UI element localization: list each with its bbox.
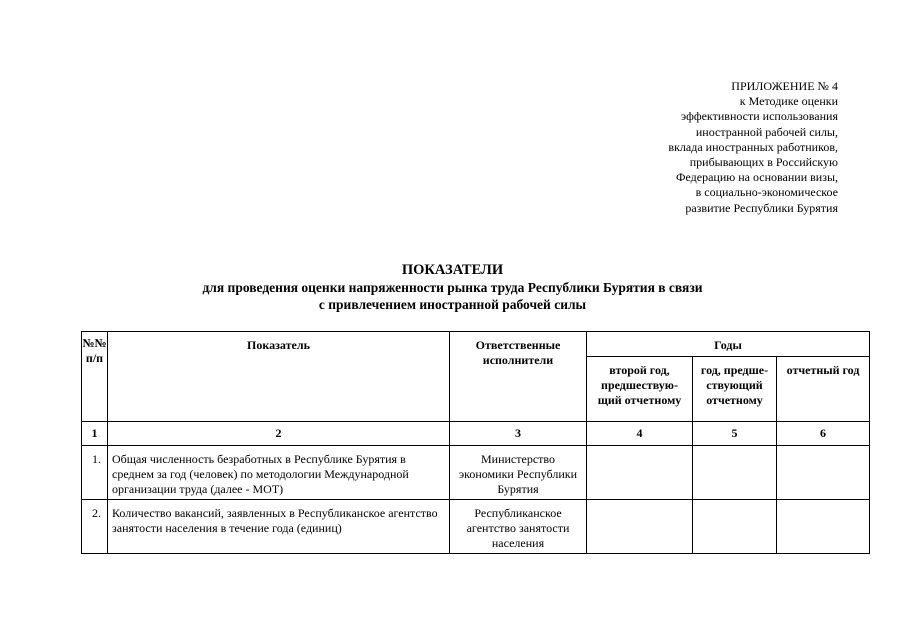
row-value-year-1: [587, 446, 693, 500]
appendix-line: к Методике оценки: [739, 94, 838, 109]
row-value-year-3: [777, 446, 870, 500]
appendix-line: развитие Республики Бурятия: [685, 200, 838, 215]
row-responsible: Министерство экономики Республики Бурятия: [450, 446, 587, 500]
row-indicator: Общая численность безработных в Республике Бурятия в среднем за год (человек) по методологии Международной организации труда (далее - МОТ): [108, 446, 450, 500]
column-number: 2: [108, 422, 450, 446]
column-number: 3: [450, 422, 587, 446]
appendix-line: эффективности использования: [681, 109, 838, 124]
row-number: 2.: [82, 500, 108, 554]
row-value-year-3: [777, 500, 870, 554]
table-row: [82, 446, 870, 500]
column-number: 1: [82, 422, 108, 446]
row-number: 1.: [82, 446, 108, 500]
row-value-year-2: [693, 500, 777, 554]
table-header-row: [82, 332, 870, 357]
table-numbering-row: [82, 422, 870, 446]
table-row: [82, 500, 870, 554]
header-num: №№ п/п: [82, 332, 108, 422]
header-year-2: год, предше-ствующий отчетному: [693, 357, 777, 422]
header-indicator: Показатель: [108, 332, 450, 422]
column-number: 4: [587, 422, 693, 446]
title-main: ПОКАЗАТЕЛИ: [401, 262, 504, 278]
appendix-note: [578, 79, 838, 216]
title-line-1: для проведения оценки напряженности рынка труда Республики Бурятия в связи: [202, 280, 703, 295]
appendix-line: ПРИЛОЖЕНИЕ № 4: [731, 79, 838, 93]
header-year-3: отчетный год: [777, 357, 870, 422]
appendix-line: в социально-экономическое: [695, 185, 838, 200]
row-indicator: Количество вакансий, заявленных в Республиканское агентство занятости населения в течение года (единиц): [108, 500, 450, 554]
row-responsible: Республиканское агентство занятости населения: [450, 500, 587, 554]
document-title: [0, 262, 905, 313]
column-number: 5: [693, 422, 777, 446]
appendix-line: прибывающих в Российскую: [689, 155, 838, 170]
row-value-year-2: [693, 446, 777, 500]
appendix-line: иностранной рабочей силы,: [695, 124, 838, 139]
appendix-line: вклада иностранных работников,: [668, 139, 838, 154]
indicators-table: [81, 331, 870, 554]
appendix-line: Федерацию на основании визы,: [676, 170, 838, 185]
header-year-1: второй год, предшествую-щий отчетному: [587, 357, 693, 422]
header-responsible: Ответственные исполнители: [450, 332, 587, 422]
header-years: Годы: [587, 332, 870, 357]
row-value-year-1: [587, 500, 693, 554]
title-line-2: с привлечением иностранной рабочей силы: [318, 297, 587, 312]
column-number: 6: [777, 422, 870, 446]
